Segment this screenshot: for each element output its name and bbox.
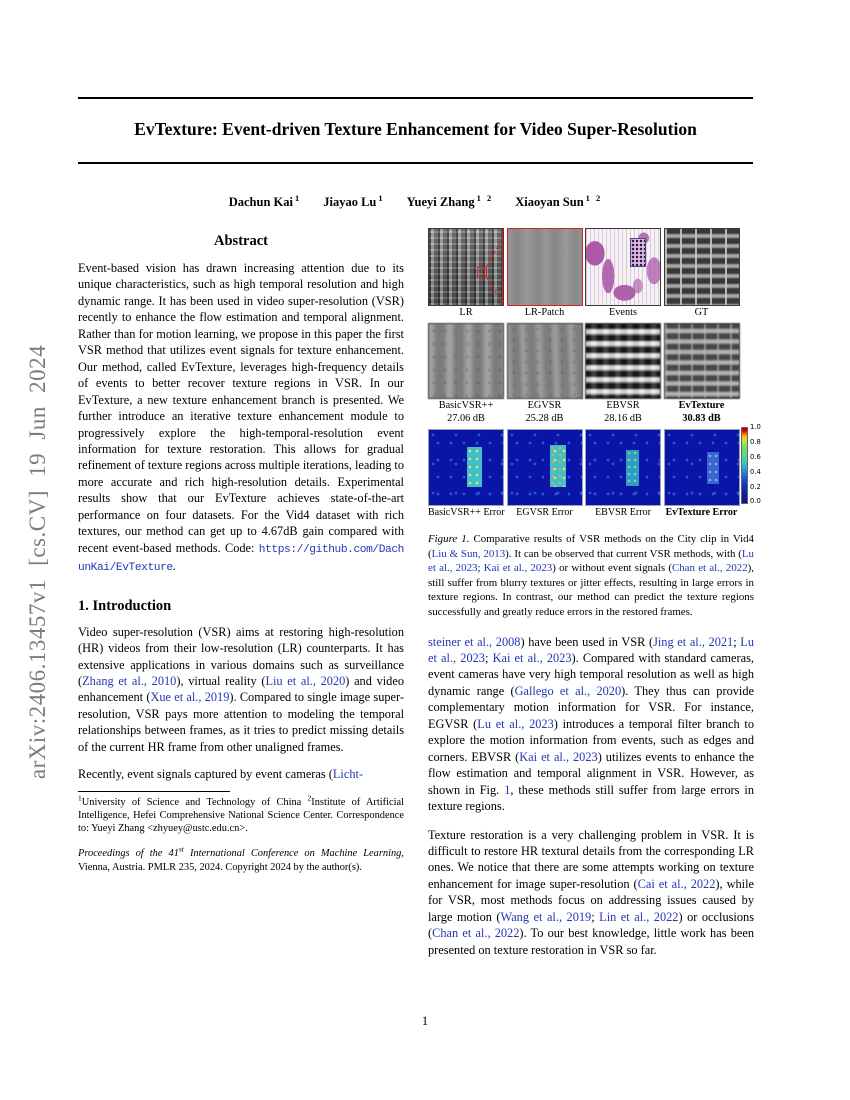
lr-frame-image <box>428 228 504 306</box>
abstract-heading: Abstract <box>214 233 268 249</box>
citation-link[interactable]: 1 <box>504 782 511 797</box>
author-line <box>78 193 753 210</box>
label-egvsr: EGVSR <box>527 399 562 411</box>
label-basicvsrpp-error: BasicVSR++ Error <box>428 506 505 518</box>
error-hotspot <box>550 445 566 487</box>
lr-patch-image <box>507 228 583 306</box>
citation-link[interactable]: Wang et al., 2019 <box>500 909 592 924</box>
citation-link[interactable]: Kai et al., 2023 <box>492 651 572 666</box>
colorbar-tick: 0.0 <box>750 497 761 505</box>
colorbar-tick: 0.8 <box>750 438 761 446</box>
abstract-text: Event-based vision has drawn increasing attention due to its unique characteristics, such as high temporal resolution and high dynamic range. It has been used in video super-resolution (VSR) recently to enhance the flow estimation and temporal alignment. Rather than for motion learning, we propose in this paper the first VSR method that utilizes event signals for texture enhancement. Our method, called EvTexture, leverages high-frequency details of events to better recover texture regions in VSR. In our EvTexture, a new texture enhancement branch is presented. We further introduce an iterative texture enhancement module to progressively explore the high-temporal-resolution event information for texture restoration. This allows for gradual refinement of texture regions across multiple iterations, leading to more accurate and rich high-resolution details. Experimental results show that our EvTexture achieves state-of-the-art performance on four datasets. For the Vid4 dataset with rich textures, our method can get up to 4.67dB gain compared with recent event-based methods. Code: https://github.com/DachunKai/EvTexture. <box>78 261 404 575</box>
zoom-callout-line-bottom <box>484 273 504 306</box>
intro-paragraph-3: Texture restoration is a very challenging problem in VSR. It is difficult to restore HR textural details from the corresponding LR ones. We notice that there are some attempts working on texture enhancement for image super-resolution (Cai et al., 2022), while for VSR, most methods focus on addressing issues caused by large motion (Wang et al., 2019; Lin et al., 2022) or occlusions (Chan et al., 2022). To our best knowledge, little work has been presented on texture restoration in VSR so far. <box>428 827 755 957</box>
egvsr-result-image <box>507 323 583 399</box>
label-ebvsr-error: EBVSR Error <box>595 506 651 518</box>
citation-link[interactable]: Gallego et al., 2020 <box>514 683 622 698</box>
citation-link[interactable]: Kai et al., 2023 <box>519 749 598 764</box>
citation-link[interactable]: Jing et al., 2021 <box>653 634 734 649</box>
citation-link[interactable]: steiner et al., 2008 <box>428 634 521 649</box>
citation-link[interactable]: Lu et al., 2023 <box>428 634 754 666</box>
label-lr: LR <box>459 307 473 318</box>
citation-link[interactable]: Liu & Sun, 2013 <box>431 547 506 560</box>
evtexture-error-map <box>664 429 740 506</box>
zoom-callout-edge <box>502 230 503 304</box>
citation-link[interactable]: Chan et al., 2022 <box>432 926 520 941</box>
figure-row-errors <box>428 429 754 520</box>
gt-image <box>664 228 740 306</box>
author-1: Dachun Kai $^1$ <box>228 193 302 210</box>
left-column <box>78 233 404 874</box>
error-hotspot <box>707 452 719 484</box>
author-2: Jiayao Lu $^1$ <box>323 193 385 210</box>
events-image <box>585 228 661 306</box>
evtexture-result-image <box>664 323 740 399</box>
basicvsrpp-result-image <box>428 323 504 399</box>
figure-1-caption: Figure 1. Comparative results of VSR methods on the City clip in Vid4 (Liu & Sun, 2013). It can be observed that current VSR methods, with (Lu et al., 2023; Kai et al., 2023) or without event signals (Chan et al., 2022), still suffer from blurry textures or jitter effects, resulting in large errors in texture regions. In contrast, our method can predict the texture regions successfully and greatly reduce errors in the restored frames. <box>428 533 755 618</box>
affiliation-footnote: $^1$University of Science and Technology of China $^2$Institute of Artificial Intelligence, Hefei Comprehensive National Science Center. Correspondence to: Yueyi Zhang <zhyuey@ustc.edu.cn>. <box>78 793 404 835</box>
citation-link[interactable]: Lu et al., 2023 <box>477 716 554 731</box>
citation-link[interactable]: Zhang et al., 2010 <box>82 673 177 688</box>
label-ebvsr: EBVSR <box>606 399 640 411</box>
egvsr-error-map <box>507 429 583 506</box>
author-1-affiliation: 1 <box>294 193 302 203</box>
intro-paragraph-1: Video super-resolution (VSR) aims at restoring high-resolution (HR) videos from their low-resolution (LR) counterparts. It has extensive applications in various domains such as surveillance (Zhang et al., 2010), virtual reality (Liu et al., 2020) and video enhancement (Xue et al., 2019). Compared to single image super-resolution, VSR pays more attention to modeling the temporal relationships between frames, as it tries to predict missing details of the current HR frame from other unaligned frames. <box>78 624 405 754</box>
citation-link[interactable]: Liu et al., 2020 <box>265 673 346 688</box>
label-evtexture: EvTexture <box>678 399 725 411</box>
citation-link[interactable]: Licht- <box>332 767 364 782</box>
label-lr-patch: LR-Patch <box>524 307 565 318</box>
ebvsr-error-map <box>585 429 661 506</box>
author-4-affiliation: 1 2 <box>585 193 603 203</box>
event-dots-region <box>630 238 646 267</box>
proceedings-notice: Proceedings of the 41st International Conference on Machine Learning, Vienna, Austria. PMLR 235, 2024. Copyright 2024 by the author(s). <box>78 844 404 873</box>
section-heading-introduction: 1. Introduction <box>78 597 172 614</box>
error-colorbar <box>741 427 748 504</box>
error-hotspot <box>467 447 482 487</box>
author-3-affiliation: 1 2 <box>476 193 494 203</box>
label-evtexture-error: EvTexture Error <box>665 506 738 518</box>
author-3: Yueyi Zhang $^{1 2}$ <box>406 193 494 210</box>
author-4: Xiaoyan Sun $^{1 2}$ <box>515 193 603 210</box>
page-number: 1 <box>421 1014 429 1028</box>
citation-link[interactable]: Lu et al., 2023 <box>428 547 754 575</box>
paper-title: EvTexture: Event-driven Texture Enhancement for Video Super-Resolution <box>134 119 697 139</box>
label-events: Events <box>608 307 638 318</box>
colorbar-tick: 1.0 <box>750 423 761 431</box>
figure-1 <box>428 228 761 620</box>
zoom-callout-line-top <box>484 233 504 272</box>
code-url-link[interactable]: https://github.com/DachunKai/EvTexture <box>78 543 404 575</box>
citation-link[interactable]: Chan et al., 2022 <box>671 562 748 575</box>
footnote-rule <box>78 791 230 792</box>
author-2-affiliation: 1 <box>378 193 385 203</box>
intro-paragraph-2-left: Recently, event signals captured by event cameras (Licht- <box>78 767 364 782</box>
citation-link[interactable]: Cai et al., 2022 <box>637 876 716 891</box>
arxiv-stamp: arXiv:2406.13457v1 [cs.CV] 19 Jun 2024 <box>25 344 50 780</box>
colorbar-tick: 0.4 <box>750 468 761 476</box>
citation-link[interactable]: Xue et al., 2019 <box>150 690 230 705</box>
psnr-egvsr: 25.28 dB <box>525 413 564 424</box>
citation-link[interactable]: Lin et al., 2022 <box>599 909 679 924</box>
psnr-basicvsrpp: 27.06 dB <box>447 413 485 424</box>
psnr-evtexture: 30.83 dB <box>682 413 721 424</box>
colorbar-tick: 0.2 <box>750 483 761 491</box>
figure-row-inputs <box>428 228 754 320</box>
top-rule <box>78 97 753 99</box>
ebvsr-result-image <box>585 323 661 399</box>
right-column <box>428 228 761 958</box>
label-egvsr-error: EGVSR Error <box>516 506 573 518</box>
psnr-ebvsr: 28.16 dB <box>604 413 642 424</box>
error-hotspot <box>626 450 639 486</box>
basicvsrpp-error-map <box>428 429 504 506</box>
intro-paragraph-2-right: steiner et al., 2008) have been used in VSR (Jing et al., 2021; Lu et al., 2023; Kai et al., 2023). Compared with standard cameras, event cameras have very high temporal resolution as well as high dynamic range (Gallego et al., 2020). They thus can provide complementary motion information for VSR. For instance, EGVSR (Lu et al., 2023) introduces a temporal filter branch to explore the motion information from events, such as edges and corners. EBVSR (Kai et al., 2023) utilizes events to enhance the flow estimation and temporal alignment in VSR. However, as shown in Fig. 1, these methods still suffer from large errors in texture regions. <box>428 634 754 814</box>
citation-link[interactable]: Kai et al., 2023 <box>483 562 553 575</box>
label-gt: GT <box>694 307 709 318</box>
figure-row-methods <box>428 323 754 426</box>
label-basicvsrpp: BasicVSR++ <box>438 399 494 411</box>
title-rule <box>78 162 753 164</box>
colorbar-tick: 0.6 <box>750 453 761 461</box>
